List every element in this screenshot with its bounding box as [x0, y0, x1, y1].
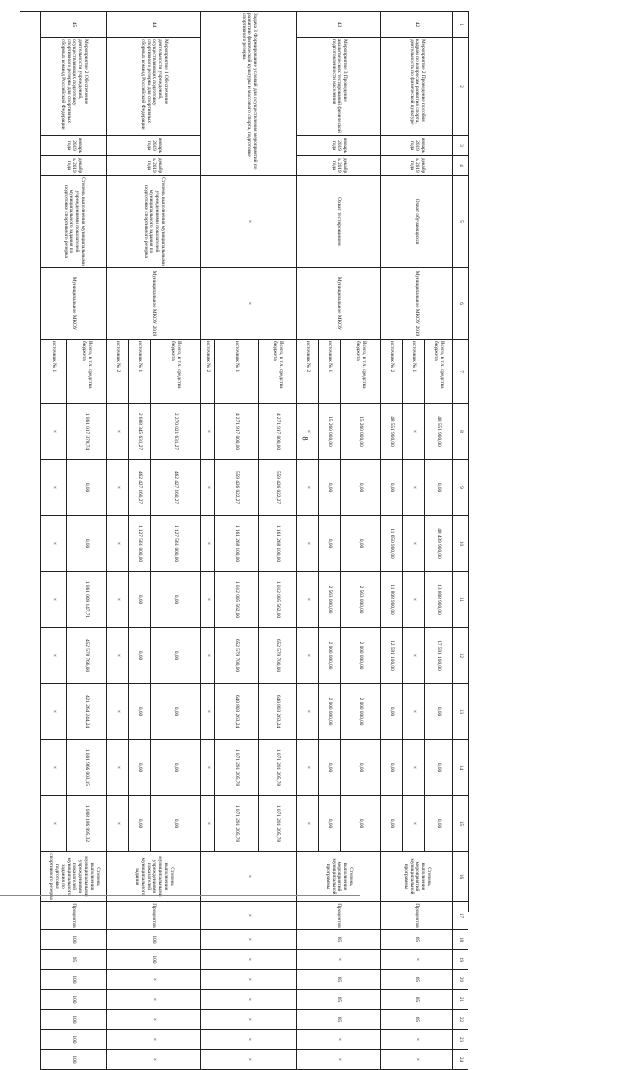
value-r42-total-c14: 0,00 — [424, 740, 452, 796]
value-r42-total-c8: 48 551 900,00 — [424, 404, 452, 460]
target-r44-c22: × — [106, 1010, 200, 1030]
value-task-src1-c12: 652 579 700,00 — [214, 628, 258, 684]
value-r45-src1-c14: × — [40, 740, 66, 796]
value-r45-src1-c13: × — [40, 684, 66, 740]
target-r44-c24: × — [106, 1050, 200, 1070]
col-header-7: 7 — [452, 340, 468, 404]
target-r45-c19: 95 — [40, 950, 106, 970]
col-header-18: 18 — [452, 930, 468, 950]
value-r43-total-c12: 2 000 000,00 — [340, 628, 380, 684]
value-r45-src1-c12: × — [40, 628, 66, 684]
indicator-r44: Степень выполнения муниципальными учреждениями показателей муниципального задания — [106, 852, 200, 902]
value-r42-total-c12: 17 591 100,00 — [424, 628, 452, 684]
executor-r45: Муниципальное МКОУ — [40, 268, 106, 340]
col-header-15: 15 — [452, 796, 468, 852]
value-r44-src1-c13: 0,00 — [128, 684, 150, 740]
value-r42-total-c15: 0,00 — [424, 796, 452, 852]
value-r44-src1-c9: 462 427 160,27 — [128, 460, 150, 516]
value-r45-src1-c15: × — [40, 796, 66, 852]
value-r44-src2-c13: × — [106, 684, 128, 740]
value-r43-src1-c12: 2 000 000,00 — [318, 628, 340, 684]
value-r42-src2-c10: 11 650 900,00 — [380, 516, 402, 572]
indicator-task: × — [200, 852, 296, 902]
target-task-c24: × — [200, 1050, 296, 1070]
value-r45-total-c11: 1 061 009 147,71 — [66, 572, 106, 628]
value-r42-src1-c9: × — [402, 460, 424, 516]
value-r44-src1-c8: 2 688 345 631,27 — [128, 404, 150, 460]
value-r45-src1-c10: × — [40, 516, 66, 572]
value-r43-src2-c11: × — [296, 572, 318, 628]
indicator-r42: Степень выполнения мероприятий муниципальной программы — [380, 852, 452, 902]
value-task-total-c10: 1 161 268 100,00 — [258, 516, 296, 572]
col-header-24: 24 — [452, 1050, 468, 1070]
value-task-src1-c13: 640 803 263,24 — [214, 684, 258, 740]
value-r44-src1-c14: 0,00 — [128, 740, 150, 796]
target-r44-c20: × — [106, 970, 200, 990]
source-label-r45-total: Всего, в т.ч. средства бюджета — [66, 340, 106, 404]
value-task-src1-c10: 1 161 268 100,00 — [214, 516, 258, 572]
date-end-r42: декабрь 2019 года — [380, 156, 452, 176]
value-r42-src2-c12: 12 591 100,00 — [380, 628, 402, 684]
row-number-r44: 44 — [106, 12, 200, 38]
col-header-10: 10 — [452, 516, 468, 572]
value-r44-src2-c15: × — [106, 796, 128, 852]
value-r45-src1-c8: × — [40, 404, 66, 460]
col-header-23: 23 — [452, 1030, 468, 1050]
value-r43-total-c10: 0,00 — [340, 516, 380, 572]
value-r44-src2-c9: × — [106, 460, 128, 516]
value-r43-src2-c14: × — [296, 740, 318, 796]
value-r44-src1-c15: 0,00 — [128, 796, 150, 852]
value-r44-src1-c11: 0,00 — [128, 572, 150, 628]
target-r43-c18: 85 — [296, 930, 380, 950]
value-r44-src1-c12: 0,00 — [128, 628, 150, 684]
col-header-20: 20 — [452, 970, 468, 990]
value-r42-total-c11: 13 808 900,00 — [424, 572, 452, 628]
col-header-13: 13 — [452, 684, 468, 740]
source-label-r44-src1: источник № 1 — [128, 340, 150, 404]
row-number-r45: 45 — [40, 12, 106, 38]
value-r42-src1-c12: × — [402, 628, 424, 684]
value-task-src2-c10: × — [200, 516, 214, 572]
target-r44-c23: × — [106, 1030, 200, 1050]
value-r45-total-c8: 1 061 017 378,74 — [66, 404, 106, 460]
target-r45-c23: 100 — [40, 1030, 106, 1050]
col-header-2: 2 — [452, 38, 468, 136]
source-label-r42-src2: источник № 2 — [380, 340, 402, 404]
target-r43-c20: 85 — [296, 970, 380, 990]
executor-r43: Муниципальное МКОУ — [296, 268, 380, 340]
value-task-total-c9: 559 426 022,27 — [258, 460, 296, 516]
target-r42-c19: × — [380, 950, 452, 970]
footer-rule — [0, 895, 360, 896]
value-r42-src1-c11: × — [402, 572, 424, 628]
task-text: Задача 3 Формирование условий для осуществления мероприятий по развитию физической культуры и массового спорта, подготовке спортивного резерва — [200, 12, 296, 176]
source-label-r42-total: Всего, в т.ч. средства бюджета — [424, 340, 452, 404]
col-header-4: 4 — [452, 156, 468, 176]
value-r42-total-c10: 48 439 900,00 — [424, 516, 452, 572]
target-r44-c18: 100 — [106, 930, 200, 950]
col-header-22: 22 — [452, 1010, 468, 1030]
value-r44-src2-c10: × — [106, 516, 128, 572]
target-r42-c23: × — [380, 1030, 452, 1050]
value-r42-total-c9: 0,00 — [424, 460, 452, 516]
target-task-c19: × — [200, 950, 296, 970]
value-r43-src2-c15: × — [296, 796, 318, 852]
target-r43-c21: 85 — [296, 990, 380, 1010]
source-label-r43-src2: источник № 2 — [296, 340, 318, 404]
indicator-r45: Степень выполнения муниципальными учреждениями показателей муниципального задания по подготовке спортивного резерва — [40, 852, 106, 902]
value-r44-total-c9: 462 427 160,27 — [150, 460, 200, 516]
source-label-task-total: Всего, в т.ч. средства бюджета — [258, 340, 296, 404]
value-task-src1-c11: 1 012 005 562,00 — [214, 572, 258, 628]
result-r43: Охват тестированием — [296, 176, 380, 268]
target-r45-c21: 100 — [40, 990, 106, 1010]
value-r43-total-c11: 2 563 000,00 — [340, 572, 380, 628]
value-r43-src1-c8: 15 260 000,00 — [318, 404, 340, 460]
value-r42-src2-c14: 0,00 — [380, 740, 402, 796]
value-task-total-c11: 1 012 005 562,00 — [258, 572, 296, 628]
value-task-src2-c13: × — [200, 684, 214, 740]
measure-name-r45: Мероприятие 2 Обеспечение деятельности учреждений, осуществляющих подготовку спортивного резерва для спортивных сборных команд Российской Федерации — [40, 38, 106, 136]
value-r43-src1-c11: 2 563 000,00 — [318, 572, 340, 628]
date-end-r45: декабрь 2019 года — [40, 156, 106, 176]
unit-r43: Процентов — [296, 902, 380, 930]
value-r43-total-c8: 15 260 000,00 — [340, 404, 380, 460]
date-start-r45: январь 2019 года — [40, 136, 106, 156]
date-end-r43: декабрь 2019 года — [296, 156, 380, 176]
result-r45: Степень выполнения муниципальными учреждениями показателей муниципального задания по подготовке спортивного резерва — [40, 176, 106, 268]
value-r42-src2-c15: 0,00 — [380, 796, 402, 852]
source-label-task-src1: источник № 1 — [214, 340, 258, 404]
value-r43-src1-c9: 0,00 — [318, 460, 340, 516]
value-r44-total-c8: 2 270 021 631,27 — [150, 404, 200, 460]
indicator-r43: Степень выполнения мероприятий муниципальной программы — [296, 852, 380, 902]
value-r42-src1-c8: × — [402, 404, 424, 460]
measure-name-r43: Мероприятие 3 Проведение аналитических тестирований физической подготовленности населения — [296, 38, 380, 136]
col-header-12: 12 — [452, 628, 468, 684]
value-task-src2-c9: × — [200, 460, 214, 516]
target-r42-c22: 85 — [380, 1010, 452, 1030]
source-label-r44-total: Всего, в т.ч. средства бюджета — [150, 340, 200, 404]
value-r43-total-c15: 0,00 — [340, 796, 380, 852]
target-task-c21: × — [200, 990, 296, 1010]
target-r43-c19: × — [296, 950, 380, 970]
target-r45-c18: 100 — [40, 930, 106, 950]
col-header-11: 11 — [452, 572, 468, 628]
value-r44-total-c13: 0,00 — [150, 684, 200, 740]
source-label-r42-src1: источник № 1 — [402, 340, 424, 404]
value-r45-total-c10: 0,00 — [66, 516, 106, 572]
source-label-r45-src1: источник № 1 — [40, 340, 66, 404]
value-r45-total-c9: 0,00 — [66, 460, 106, 516]
source-label-r43-src1: источник № 1 — [318, 340, 340, 404]
value-r43-src1-c10: 0,00 — [318, 516, 340, 572]
value-r43-total-c14: 0,00 — [340, 740, 380, 796]
measure-name-r44: Мероприятие 1 Обеспечение деятельности учреждений, осуществляющих подготовку спортивного резерва для спортивных сборных команд Российской Федерации — [106, 38, 200, 136]
unit-task: × — [200, 902, 296, 930]
source-label-task-src2: источник № 2 — [200, 340, 214, 404]
value-r44-total-c15: 0,00 — [150, 796, 200, 852]
measure-name-r42: Мероприятие 2 Проведение пособия кадрам по вопросам развития спорта, деятельность по физической культуре — [380, 38, 452, 136]
col-header-19: 19 — [452, 950, 468, 970]
value-r44-total-c10: 1 127 561 000,00 — [150, 516, 200, 572]
value-r42-src2-c8: 48 551 900,00 — [380, 404, 402, 460]
col-header-6: 6 — [452, 268, 468, 340]
target-r45-c24: 100 — [40, 1050, 106, 1070]
value-task-src2-c8: × — [200, 404, 214, 460]
value-task-src1-c15: 1 071 291 205,78 — [214, 796, 258, 852]
value-r44-src1-c10: 1 127 561 000,00 — [128, 516, 150, 572]
col-header-17: 17 — [452, 902, 468, 930]
value-r42-src1-c14: × — [402, 740, 424, 796]
value-task-src2-c14: × — [200, 740, 214, 796]
unit-r45: Процентов — [40, 902, 106, 930]
target-task-c22: × — [200, 1010, 296, 1030]
row-number-r43: 43 — [296, 12, 380, 38]
value-task-total-c12: 652 579 700,00 — [258, 628, 296, 684]
value-r42-src1-c15: × — [402, 796, 424, 852]
result-r42: Охват обучающихся — [380, 176, 452, 268]
col-header-16: 16 — [452, 852, 468, 902]
target-task-c23: × — [200, 1030, 296, 1050]
value-task-total-c15: 1 071 291 205,78 — [258, 796, 296, 852]
target-r42-c18: 85 — [380, 930, 452, 950]
value-r43-src1-c14: 0,00 — [318, 740, 340, 796]
source-label-r44-src2: источник № 2 — [106, 340, 128, 404]
value-r44-src2-c8: × — [106, 404, 128, 460]
target-r42-c24: × — [380, 1050, 452, 1070]
value-r42-src2-c13: 0,00 — [380, 684, 402, 740]
value-r45-total-c12: 452 578 766,00 — [66, 628, 106, 684]
value-r45-src1-c11: × — [40, 572, 66, 628]
value-r44-src2-c12: × — [106, 628, 128, 684]
value-r43-total-c9: 0,00 — [340, 460, 380, 516]
value-r44-src2-c11: × — [106, 572, 128, 628]
value-r43-total-c13: 2 000 000,00 — [340, 684, 380, 740]
measures-table — [20, 11, 469, 1064]
col-header-8: 8 — [452, 404, 468, 460]
target-r45-c22: 100 — [40, 1010, 106, 1030]
result-r44: Степень выполнения муниципальными учреждениями показателей муниципального задания по подготовке спортивного резерва — [106, 176, 200, 268]
target-task-c18: × — [200, 930, 296, 950]
value-r42-total-c13: 0,00 — [424, 684, 452, 740]
task-x6: × — [200, 268, 296, 340]
value-task-src1-c9: 559 426 022,27 — [214, 460, 258, 516]
target-r44-c21: × — [106, 990, 200, 1010]
value-r45-total-c15: 1 008 186 995,32 — [66, 796, 106, 852]
value-r44-total-c12: 0,00 — [150, 628, 200, 684]
date-start-r44: январь 2019 года — [106, 136, 200, 156]
value-r45-src1-c9: × — [40, 460, 66, 516]
task-x5: × — [200, 176, 296, 268]
col-header-5: 5 — [452, 176, 468, 268]
value-r43-src2-c13: × — [296, 684, 318, 740]
source-label-r43-total: Всего, в т.ч. средства бюджета — [340, 340, 380, 404]
target-r43-c22: 85 — [296, 1010, 380, 1030]
row-number-r42: 42 — [380, 12, 452, 38]
value-r43-src2-c10: × — [296, 516, 318, 572]
value-r44-total-c11: 0,00 — [150, 572, 200, 628]
value-task-src2-c11: × — [200, 572, 214, 628]
value-r43-src2-c8: × — [296, 404, 318, 460]
value-r44-src2-c14: × — [106, 740, 128, 796]
target-r43-c24: × — [296, 1050, 380, 1070]
value-r44-total-c14: 0,00 — [150, 740, 200, 796]
value-r43-src2-c12: × — [296, 628, 318, 684]
value-task-src1-c14: 1 071 291 205,78 — [214, 740, 258, 796]
target-task-c20: × — [200, 970, 296, 990]
value-task-src2-c15: × — [200, 796, 214, 852]
unit-r44: Процентов — [106, 902, 200, 930]
target-r44-c19: 100 — [106, 950, 200, 970]
col-header-9: 9 — [452, 460, 468, 516]
value-task-src2-c12: × — [200, 628, 214, 684]
value-r42-src2-c9: 0,00 — [380, 460, 402, 516]
value-r43-src1-c13: 2 000 000,00 — [318, 684, 340, 740]
target-r42-c21: 85 — [380, 990, 452, 1010]
value-task-total-c8: 4 271 917 000,00 — [258, 404, 296, 460]
value-r42-src1-c13: × — [402, 684, 424, 740]
date-start-r43: январь 2019 года — [296, 136, 380, 156]
value-r42-src1-c10: × — [402, 516, 424, 572]
value-r43-src2-c9: × — [296, 460, 318, 516]
executor-r44: Муниципальное МКОУ 2019 — [106, 268, 200, 340]
date-start-r42: январь 2019 года — [380, 136, 452, 156]
target-r45-c20: 100 — [40, 970, 106, 990]
value-r45-total-c13: 421 264 244,24 — [66, 684, 106, 740]
value-r43-src1-c15: 0,00 — [318, 796, 340, 852]
unit-r42: Процентов — [380, 902, 452, 930]
page-number: 8 — [300, 436, 310, 441]
col-header-3: 3 — [452, 136, 468, 156]
target-r42-c20: 85 — [380, 970, 452, 990]
executor-r42: Муниципальное МКОУ 2019 — [380, 268, 452, 340]
target-r43-c23: × — [296, 1030, 380, 1050]
col-header-21: 21 — [452, 990, 468, 1010]
value-task-total-c13: 640 803 263,24 — [258, 684, 296, 740]
value-task-src1-c8: 4 271 917 000,00 — [214, 404, 258, 460]
date-end-r44: декабрь 2019 года — [106, 156, 200, 176]
value-task-total-c14: 1 071 291 205,78 — [258, 740, 296, 796]
value-r42-src2-c11: 11 808 900,00 — [380, 572, 402, 628]
col-header-1: 1 — [452, 12, 468, 38]
col-header-14: 14 — [452, 740, 468, 796]
value-r45-total-c14: 1 001 966 003,15 — [66, 740, 106, 796]
